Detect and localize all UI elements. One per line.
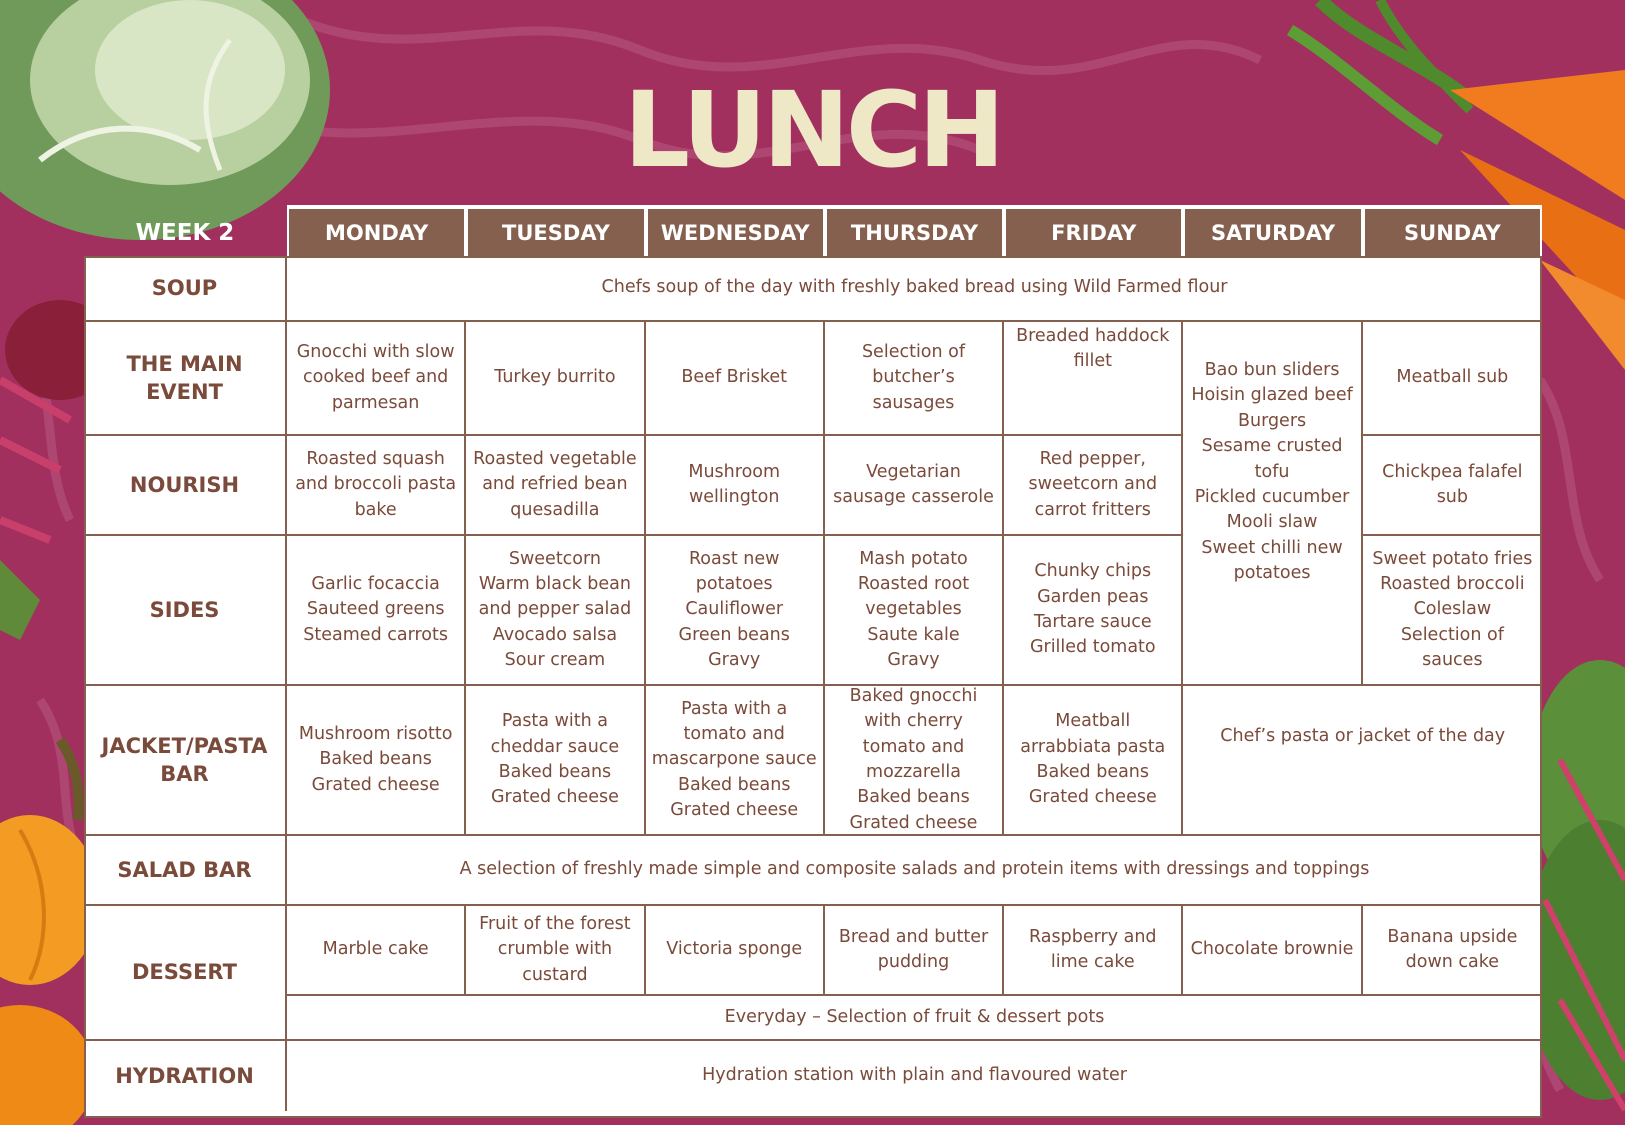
week-label: WEEK 2 (135, 220, 235, 246)
side-item: Garden peas (1037, 586, 1149, 607)
row-label-dessert: DESSERT (84, 906, 287, 1041)
day-header-row (287, 205, 1542, 256)
side-item: Sweetcorn (508, 548, 601, 569)
main-event-tuesday: Turkey burrito (466, 322, 645, 436)
sides-monday (287, 536, 466, 686)
side-item: Garlic focaccia (311, 573, 440, 594)
saturday-item: Bao bun sliders (1204, 360, 1340, 380)
dessert-sunday: Banana upside down cake (1363, 906, 1542, 996)
side-item: Warm black bean and pepper salad (478, 573, 632, 620)
nourish-wednesday: Mushroom wellington (646, 436, 825, 536)
pasta-item: Grated cheese (670, 800, 799, 821)
dessert-everyday: Everyday – Selection of fruit & dessert pots (287, 996, 1542, 1041)
jacket-pasta-tuesday (466, 686, 645, 836)
dessert-friday: Raspberry and lime cake (1004, 906, 1183, 996)
row-label-nourish: NOURISH (84, 436, 287, 536)
dessert-tuesday: Fruit of the forest crumble with custard (466, 906, 645, 996)
soup-all-week: Chefs soup of the day with freshly baked bread using Wild Farmed flour (287, 256, 1542, 322)
salad-bar-all-week: A selection of freshly made simple and composite salads and protein items with dressings and toppings (287, 836, 1542, 906)
day-header-saturday: SATURDAY (1185, 209, 1360, 256)
dessert-monday: Marble cake (287, 906, 466, 996)
row-label-salad-bar: SALAD BAR (84, 836, 287, 906)
sides-friday (1004, 536, 1183, 686)
saturday-item: Sweet chilli new potatoes (1201, 537, 1343, 583)
side-item: Gravy (887, 650, 940, 671)
sides-sunday (1363, 536, 1542, 686)
pasta-item: Pasta with a cheddar sauce (490, 711, 620, 757)
page-title: LUNCH (623, 69, 1002, 191)
pasta-item: Baked beans (677, 774, 791, 795)
sides-thursday (825, 536, 1004, 686)
side-item: Avocado salsa (492, 624, 618, 645)
saturday-item: Hoisin glazed beef (1191, 385, 1353, 406)
saturday-item: Burgers (1237, 410, 1307, 431)
pasta-item: Mushroom risotto (298, 723, 453, 744)
pasta-item: Baked beans (319, 749, 432, 770)
side-item: Sour cream (504, 650, 606, 671)
side-item: Coleslaw (1413, 599, 1492, 620)
pasta-item: Baked beans (857, 787, 970, 808)
side-item: Roasted broccoli (1380, 573, 1525, 594)
menu-table (84, 256, 1542, 1118)
side-item: Steamed carrots (303, 624, 448, 645)
pasta-item: Pasta with a tomato and mascarpone sauce (651, 698, 817, 770)
jacket-pasta-weekend: Chef’s pasta or jacket of the day (1183, 686, 1542, 836)
side-item: Selection of sauces (1400, 624, 1504, 671)
side-item: Sweet potato fries (1372, 548, 1533, 569)
dessert-thursday: Bread and butter pudding (825, 906, 1004, 996)
pasta-item: Baked gnocchi with cherry tomato and mozzarella (849, 686, 978, 782)
row-label-soup: SOUP (84, 256, 287, 322)
pasta-item: Baked beans (498, 762, 612, 782)
day-header-wednesday: WEDNESDAY (648, 209, 823, 256)
pasta-item: Grated cheese (1028, 787, 1157, 808)
main-event-thursday: Selection of butcher’s sausages (825, 322, 1004, 436)
main-event-friday: Breaded haddock fillet (1004, 322, 1183, 436)
side-item: Roast new potatoes (688, 548, 780, 594)
side-item: Tartare sauce (1033, 612, 1152, 632)
side-item: Chunky chips (1034, 561, 1152, 582)
main-event-monday: Gnocchi with slow cooked beef and parmesan (287, 322, 466, 436)
side-item: Grilled tomato (1029, 637, 1156, 658)
saturday-bao-bun-block (1183, 322, 1362, 686)
row-label-hydration: HYDRATION (84, 1041, 287, 1111)
nourish-tuesday: Roasted vegetable and refried bean quesadilla (466, 436, 645, 536)
day-header-thursday: THURSDAY (827, 209, 1002, 256)
dessert-saturday: Chocolate brownie (1183, 906, 1362, 996)
pasta-item: Grated cheese (490, 787, 619, 808)
pasta-item: Meatball arrabbiata pasta (1020, 711, 1166, 757)
saturday-item: Mooli slaw (1226, 512, 1318, 533)
pasta-item: Grated cheese (311, 774, 440, 795)
side-item: Gravy (708, 650, 761, 671)
sides-wednesday (646, 536, 825, 686)
jacket-pasta-thursday (825, 686, 1004, 836)
side-item: Green beans (678, 624, 790, 645)
saturday-item: Pickled cucumber (1194, 486, 1350, 507)
dessert-wednesday: Victoria sponge (646, 906, 825, 996)
pasta-item: Grated cheese (849, 812, 978, 833)
side-item: Cauliflower (685, 599, 784, 620)
jacket-pasta-friday (1004, 686, 1183, 836)
day-header-friday: FRIDAY (1006, 209, 1181, 256)
pasta-item: Baked beans (1036, 762, 1150, 782)
day-header-tuesday: TUESDAY (468, 209, 643, 256)
nourish-monday: Roasted squash and broccoli pasta bake (287, 436, 466, 536)
side-item: Saute kale (867, 624, 960, 645)
nourish-thursday: Vegetarian sausage casserole (825, 436, 1004, 536)
side-item: Roasted root vegetables (857, 573, 970, 620)
saturday-item: Sesame crusted tofu (1201, 436, 1343, 482)
jacket-pasta-wednesday (646, 686, 825, 836)
row-label-jacket-pasta: JACKET/PASTA BAR (84, 686, 287, 836)
row-label-main-event: THE MAIN EVENT (84, 322, 287, 436)
day-header-sunday: SUNDAY (1365, 209, 1540, 256)
row-label-sides: SIDES (84, 536, 287, 686)
side-item: Sauteed greens (306, 599, 445, 620)
hydration-all-week: Hydration station with plain and flavoured water (702, 1065, 1127, 1086)
jacket-pasta-monday (287, 686, 466, 836)
main-event-sunday: Meatball sub (1363, 322, 1542, 436)
nourish-friday: Red pepper, sweetcorn and carrot fritters (1004, 436, 1183, 536)
day-header-monday: MONDAY (289, 209, 464, 256)
side-item: Mash potato (859, 548, 968, 569)
main-event-wednesday: Beef Brisket (646, 322, 825, 436)
sides-tuesday (466, 536, 645, 686)
nourish-sunday: Chickpea falafel sub (1363, 436, 1542, 536)
